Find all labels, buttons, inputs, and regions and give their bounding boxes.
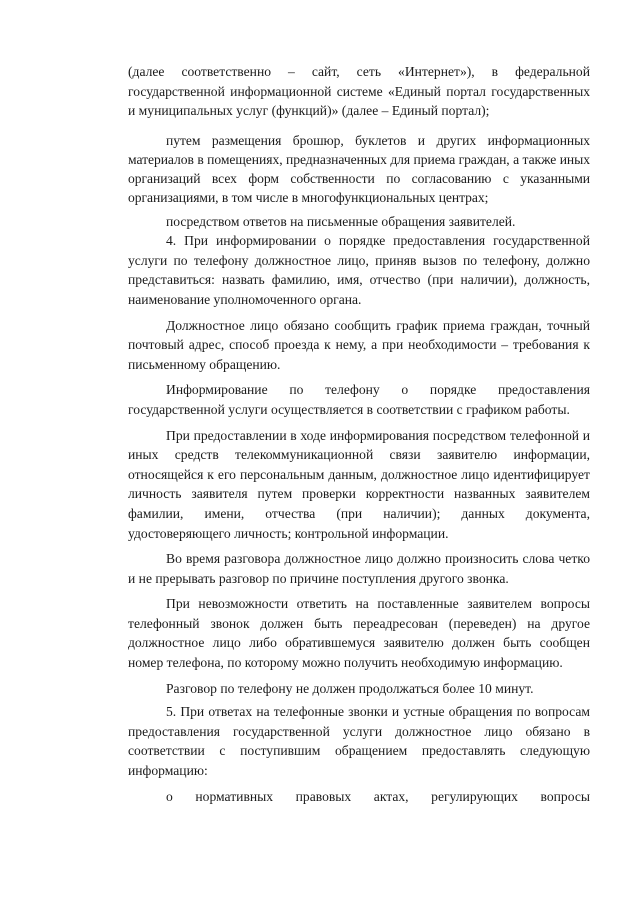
paragraph-brochures: путем размещения брошюр, буклетов и других информационных материалов в помещениях, предназначенных для приема граждан, а также иных организаций всех форм собственности по согласованию с указанными организациями, в том числе в многофункциональных центрах;	[128, 132, 590, 206]
paragraph-item-4: 4. При информировании о порядке предоставления государственной услуги по телефону должностное лицо, приняв вызов по телефону, должно представиться: назвать фамилию, имя, отчество (при наличии), должность, наименование уполномоченного органа.	[128, 233, 590, 307]
paragraph-item-5: 5. При ответах на телефонные звонки и устные обращения по вопросам предоставления государственной услуги должностное лицо обязано в соответствии с поступившим обращением предоставлять следующую информацию:	[128, 704, 590, 779]
paragraph-duration: Разговор по телефону не должен продолжаться более 10 минут.	[166, 680, 534, 696]
document-page	[128, 62, 590, 806]
paragraph-written-answers: посредством ответов на письменные обращения заявителей.	[166, 213, 516, 229]
paragraph-portal-info: (далее соответственно – сайт, сеть «Интернет»), в федеральной государственной информационной системе «Единый портал государственных и муниципальных услуг (функций)» (далее – Единый портал);	[128, 64, 590, 119]
paragraph-phone-informing: Информирование по телефону о порядке предоставления государственной услуги осуществляется в соответствии с графиком работы.	[128, 382, 590, 417]
paragraph-redirect: При невозможности ответить на поставленные заявителем вопросы телефонный звонок должен быть переадресован (переведен) на другое должностное лицо либо обратившемуся заявителю должен быть сообщен номер телефона, по которому можно получить необходимую информацию.	[128, 596, 590, 671]
paragraph-schedule: Должностное лицо обязано сообщить график приема граждан, точный почтовый адрес, способ проезда к нему, а при необходимости – требования к письменному обращению.	[128, 317, 590, 372]
paragraph-conversation: Во время разговора должностное лицо должно произносить слова четко и не прерывать разговор по причине поступления другого звонка.	[128, 551, 590, 586]
paragraph-normative-acts: о нормативных правовых актах, регулирующих вопросы	[166, 788, 590, 804]
paragraph-identification: При предоставлении в ходе информирования посредством телефонной и иных средств телекоммуникационной связи заявителю информации, относящейся к его персональным данным, должностное лицо идентифицирует личность заявителя путем проверки корректности названных заявителем фамилии, имени, отчества (при наличии); данных документа, удостоверяющего личность; контрольной информации.	[128, 427, 590, 541]
